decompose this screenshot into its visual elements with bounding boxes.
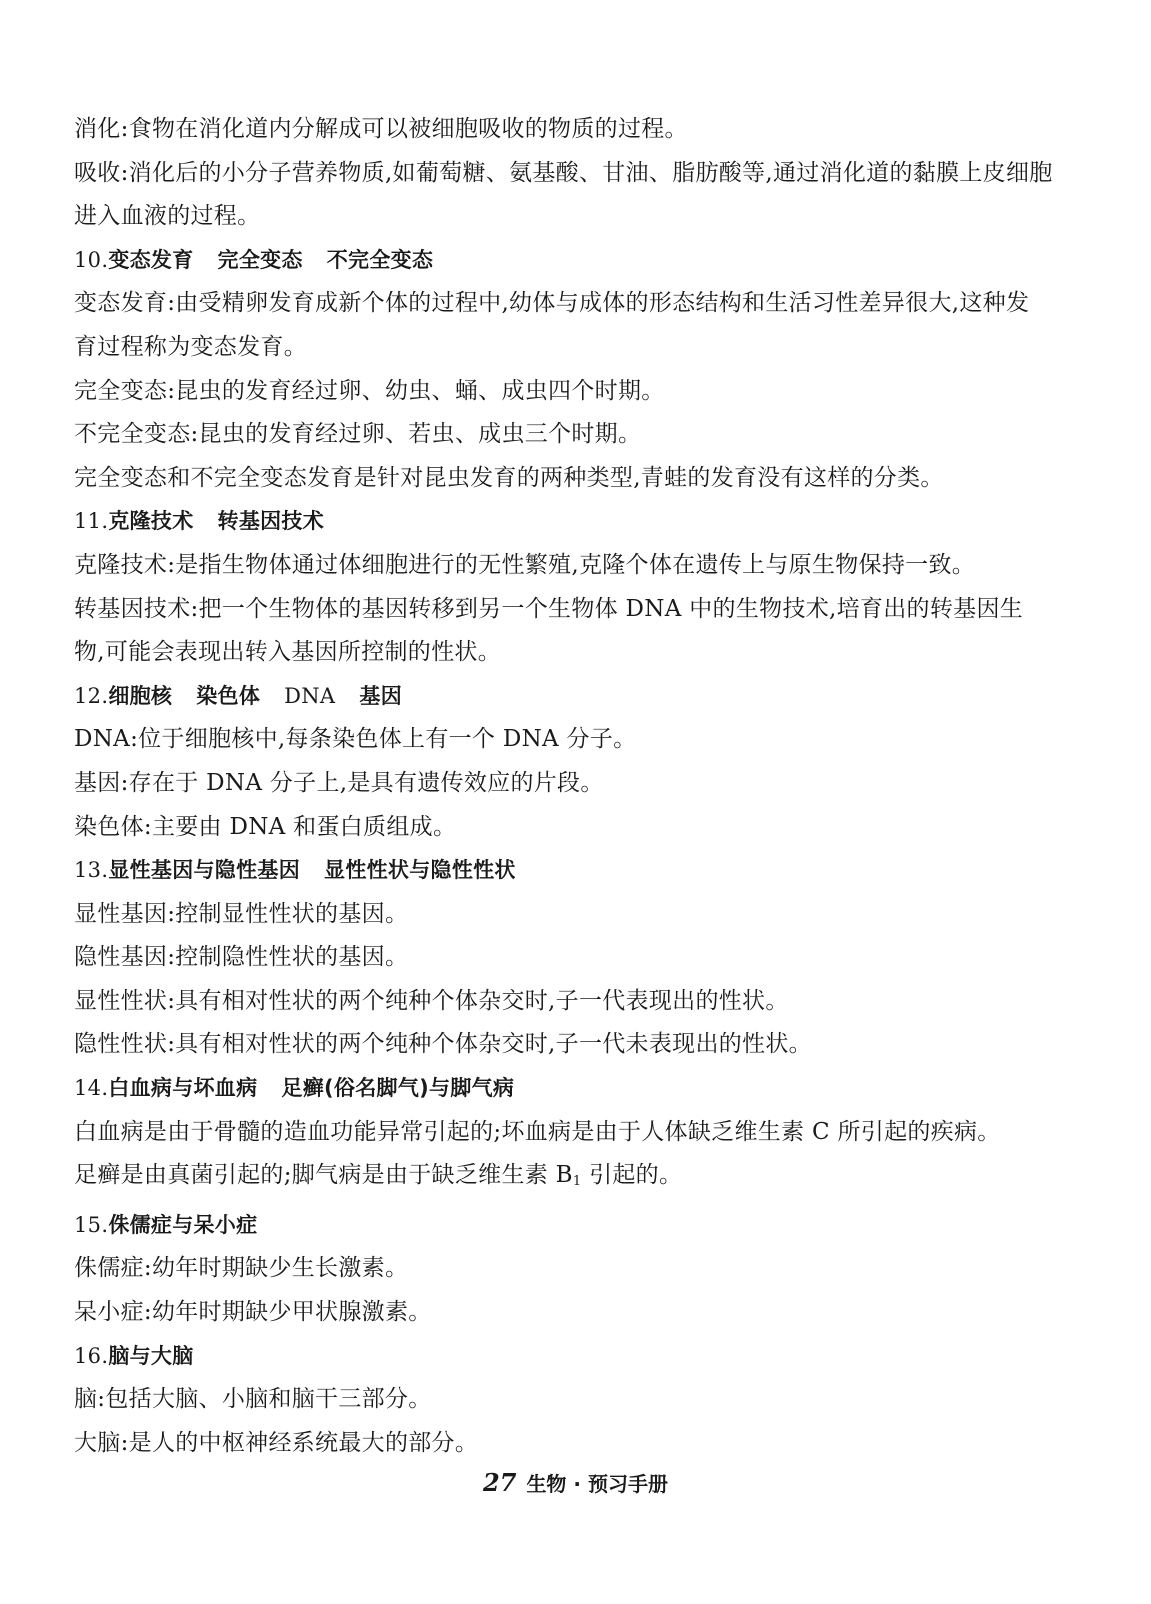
heading-term: DNA (284, 683, 336, 708)
text-line: 育过程称为变态发育。 (74, 333, 307, 360)
text-line: 侏儒症:幼年时期缺少生长激素。 (74, 1255, 409, 1282)
page-number: 27 (483, 1468, 517, 1497)
heading-term: 基因 (359, 683, 403, 708)
heading-term: 显性基因与隐性基因 (108, 858, 301, 883)
text-line: 完全变态和不完全变态发育是针对昆虫发育的两种类型,青蛙的发育没有这样的分类。 (74, 464, 944, 491)
text-line (74, 1154, 1074, 1204)
text-line: 变态发育:由受精卵发育成新个体的过程中,幼体与成体的形态结构和生活习性差异很大,这种发 (74, 290, 1030, 317)
section-number: 13. (74, 858, 109, 883)
section-heading-13 (74, 849, 1074, 893)
text-fragment: 引起的。 (581, 1162, 683, 1189)
heading-term: 白血病与坏血病 (108, 1076, 258, 1101)
section-number: 11. (74, 509, 109, 534)
text-line: 不完全变态:昆虫的发育经过卵、若虫、成虫三个时期。 (74, 421, 642, 448)
heading-term: 细胞核 (108, 683, 173, 708)
text-line: 白血病是由于骨髓的造血功能异常引起的;坏血病是由于人体缺乏维生素 C 所引起的疾病。 (74, 1118, 1001, 1145)
heading-term: 足癣(俗名脚气)与脚气病 (281, 1076, 515, 1101)
subscript: 1 (572, 1174, 582, 1190)
heading-term: 染色体 (196, 683, 261, 708)
text-line: 基因:存在于 DNA 分子上,是具有遗传效应的片段。 (74, 769, 604, 796)
text-line: 吸收:消化后的小分子营养物质,如葡萄糖、氨基酸、甘油、脂肪酸等,通过消化道的黏膜上皮细胞 (74, 159, 1053, 186)
text-line: 染色体:主要由 DNA 和蛋白质组成。 (74, 813, 457, 840)
text-line: DNA:位于细胞核中,每条染色体上有一个 DNA 分子。 (74, 726, 637, 753)
text-line: 进入血液的过程。 (74, 203, 261, 230)
page-footer (0, 1468, 1151, 1497)
section-number: 15. (74, 1212, 109, 1237)
section-heading-10 (74, 239, 1074, 283)
section-number: 12. (74, 683, 109, 708)
text-line: 脑:包括大脑、小脑和脑干三部分。 (74, 1386, 432, 1413)
section-heading-14 (74, 1067, 1074, 1111)
section-heading-16 (74, 1335, 1074, 1379)
heading-term: 不完全变态 (326, 247, 434, 272)
text-line: 物,可能会表现出转入基因所控制的性状。 (74, 639, 502, 666)
section-number: 16. (74, 1343, 109, 1368)
heading-term: 显性性状与隐性性状 (324, 858, 516, 883)
heading-term: 变态发育 (108, 247, 194, 272)
text-line: 隐性基因:控制隐性性状的基因。 (74, 944, 409, 971)
text-line: 消化:食物在消化道内分解成可以被细胞吸收的物质的过程。 (74, 116, 688, 142)
text-line: 显性性状:具有相对性状的两个纯种个体杂交时,子一代表现出的性状。 (74, 987, 789, 1014)
heading-term: 完全变态 (217, 247, 303, 272)
text-line: 隐性性状:具有相对性状的两个纯种个体杂交时,子一代未表现出的性状。 (74, 1031, 812, 1058)
section-number: 10. (74, 247, 109, 272)
heading-term: 转基因技术 (217, 509, 325, 534)
section-heading-12 (74, 675, 1074, 719)
heading-term: 侏儒症与呆小症 (108, 1212, 258, 1237)
page-content (74, 108, 1074, 1465)
text-line: 克隆技术:是指生物体通过体细胞进行的无性繁殖,克隆个体在遗传上与原生物保持一致。 (74, 551, 976, 578)
section-number: 14. (74, 1076, 109, 1101)
section-heading-11 (74, 500, 1074, 544)
section-heading-15 (74, 1204, 1074, 1248)
text-line: 完全变态:昆虫的发育经过卵、幼虫、蛹、成虫四个时期。 (74, 377, 665, 404)
heading-term: 克隆技术 (108, 509, 194, 534)
text-line: 呆小症:幼年时期缺少甲状腺激素。 (74, 1299, 432, 1326)
text-line: 大脑:是人的中枢神经系统最大的部分。 (74, 1429, 479, 1456)
text-line: 显性基因:控制显性性状的基因。 (74, 900, 409, 927)
heading-term: 脑与大脑 (108, 1343, 194, 1368)
text-line: 转基因技术:把一个生物体的基因转移到另一个生物体 DNA 中的生物技术,培育出的转基因生 (74, 595, 1024, 622)
book-label: 生物 · 预习手册 (526, 1472, 668, 1496)
text-fragment: 足癣是由真菌引起的;脚气病是由于缺乏维生素 B (74, 1162, 573, 1189)
